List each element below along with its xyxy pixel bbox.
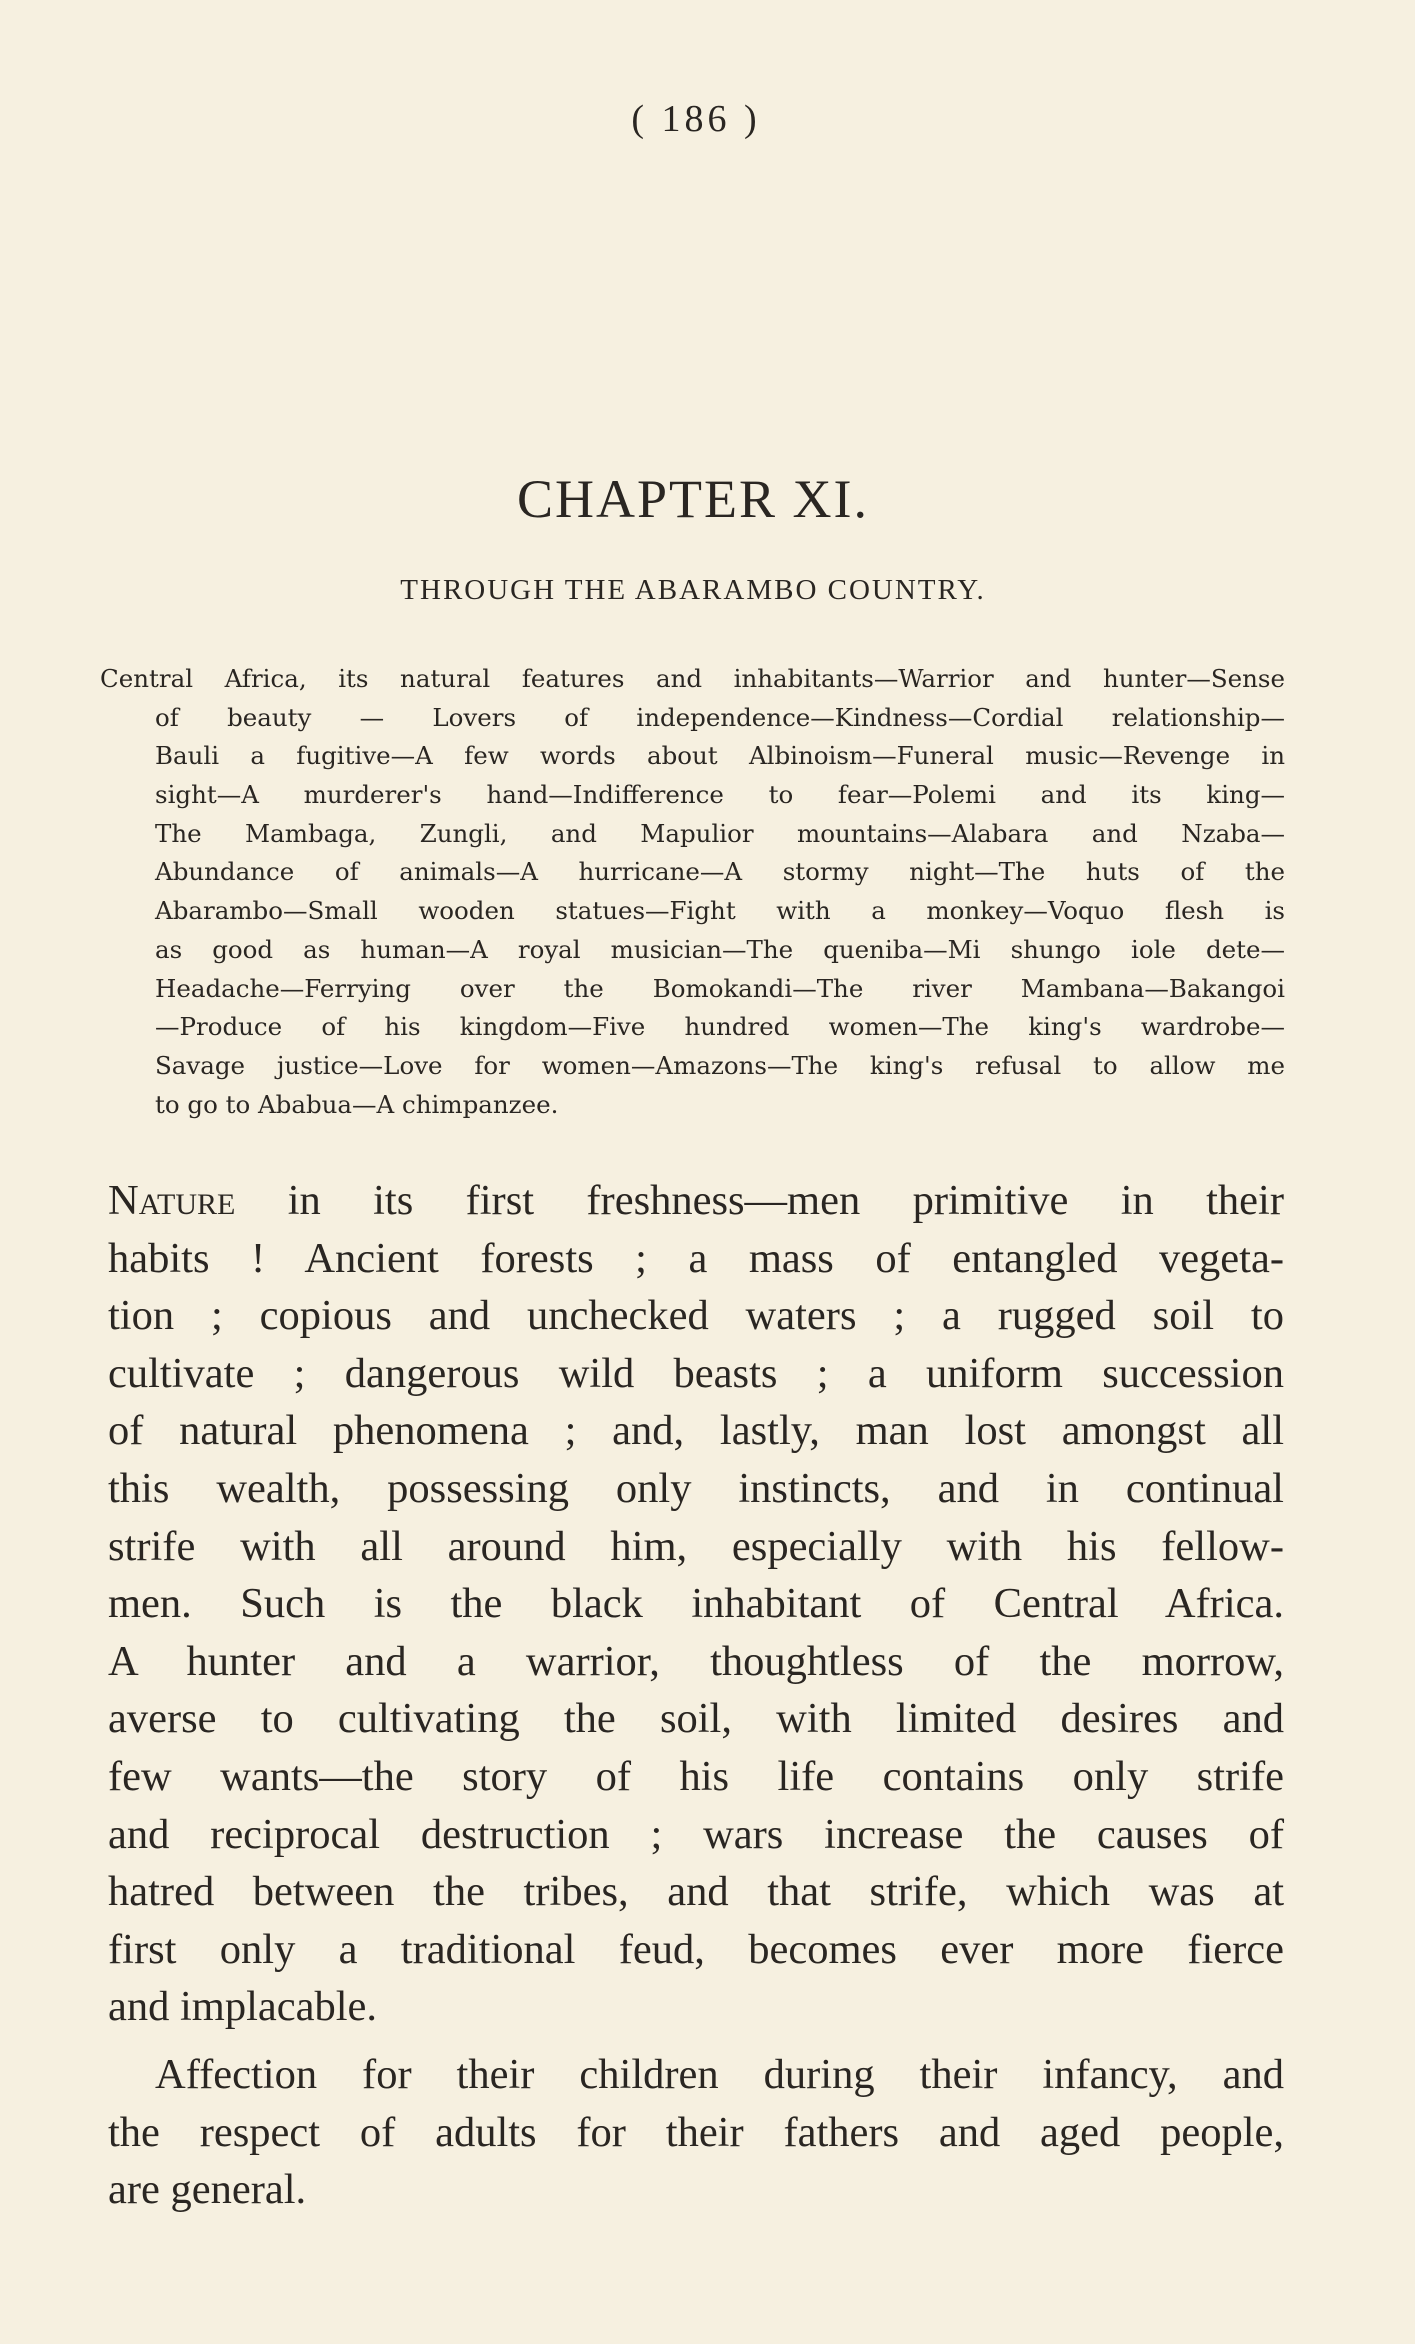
body-line: men. Such is the black inhabitant of Central Africa. xyxy=(108,1580,1284,1628)
body-line: few wants—the story of his life contains only strife xyxy=(108,1752,1284,1800)
body-line: cultivate ; dangerous wild beasts ; a uniform succession xyxy=(108,1349,1284,1397)
page-number: ( 186 ) xyxy=(631,98,761,140)
body-line: hatred between the tribes, and that strife, which was at xyxy=(108,1868,1284,1916)
synopsis-line: Bauli a fugitive—A few words about Albinoism—Funeral music—Revenge in xyxy=(155,741,1285,771)
body-line: and implacable. xyxy=(108,1983,378,2031)
body-line: first only a traditional feud, becomes ever more fierce xyxy=(108,1925,1284,1973)
chapter-subtitle: THROUGH THE ABARAMBO COUNTRY. xyxy=(400,574,986,606)
body-line xyxy=(108,1172,1284,1230)
body-line: strife with all around him, especially with his fellow- xyxy=(108,1522,1284,1570)
body-line: A hunter and a warrior, thoughtless of the morrow, xyxy=(108,1637,1284,1685)
chapter-title: CHAPTER XI. xyxy=(516,469,869,529)
synopsis-line: The Mambaga, Zungli, and Mapulior mountains—Alabara and Nzaba— xyxy=(155,818,1285,848)
synopsis-line: Headache—Ferrying over the Bomokandi—The river Mambana—Bakangoi xyxy=(155,973,1285,1003)
synopsis-line: Central Africa, its natural features and inhabitants—Warrior and hunter—Sense xyxy=(100,664,1285,693)
synopsis-line: Abarambo—Small wooden statues—Fight with a monkey—Voquo flesh is xyxy=(155,896,1285,926)
synopsis-line: to go to Ababua—A chimpanzee. xyxy=(155,1089,559,1119)
body-line: habits ! Ancient forests ; a mass of entangled vegeta- xyxy=(108,1234,1284,1282)
synopsis-line: of beauty — Lovers of independence—Kindness—Cordial relationship— xyxy=(155,702,1285,732)
body-line: of natural phenomena ; and, lastly, man lost amongst all xyxy=(108,1407,1284,1455)
body-line: averse to cultivating the soil, with limited desires and xyxy=(108,1695,1284,1743)
synopsis-line: Savage justice—Love for women—Amazons—The king's refusal to allow me xyxy=(155,1050,1285,1080)
synopsis-line: as good as human—A royal musician—The queniba—Mi shungo iole dete— xyxy=(155,934,1285,964)
body-line: Affection for their children during their infancy, and xyxy=(155,2051,1284,2098)
synopsis-line: —Produce of his kingdom—Five hundred women—The king's wardrobe— xyxy=(155,1012,1285,1042)
body-line: tion ; copious and unchecked waters ; a rugged soil to xyxy=(108,1292,1284,1340)
body-line: this wealth, possessing only instincts, and in continual xyxy=(108,1464,1284,1512)
body-line: and reciprocal destruction ; wars increase the causes of xyxy=(108,1810,1284,1858)
body-line-text: in its first freshness—men primitive in their xyxy=(235,1177,1284,1224)
synopsis-line: Abundance of animals—A hurricane—A stormy night—The huts of the xyxy=(155,857,1285,887)
body-line: are general. xyxy=(108,2166,307,2214)
opening-word: Nature xyxy=(108,1177,236,1224)
synopsis-line: sight—A murderer's hand—Indifference to fear—Polemi and its king— xyxy=(155,780,1285,810)
body-line: the respect of adults for their fathers and aged people, xyxy=(108,2108,1284,2156)
body-paragraph-2 xyxy=(108,2046,1284,2219)
chapter-synopsis xyxy=(100,660,1285,1124)
body-paragraph-1 xyxy=(108,1172,1284,2036)
